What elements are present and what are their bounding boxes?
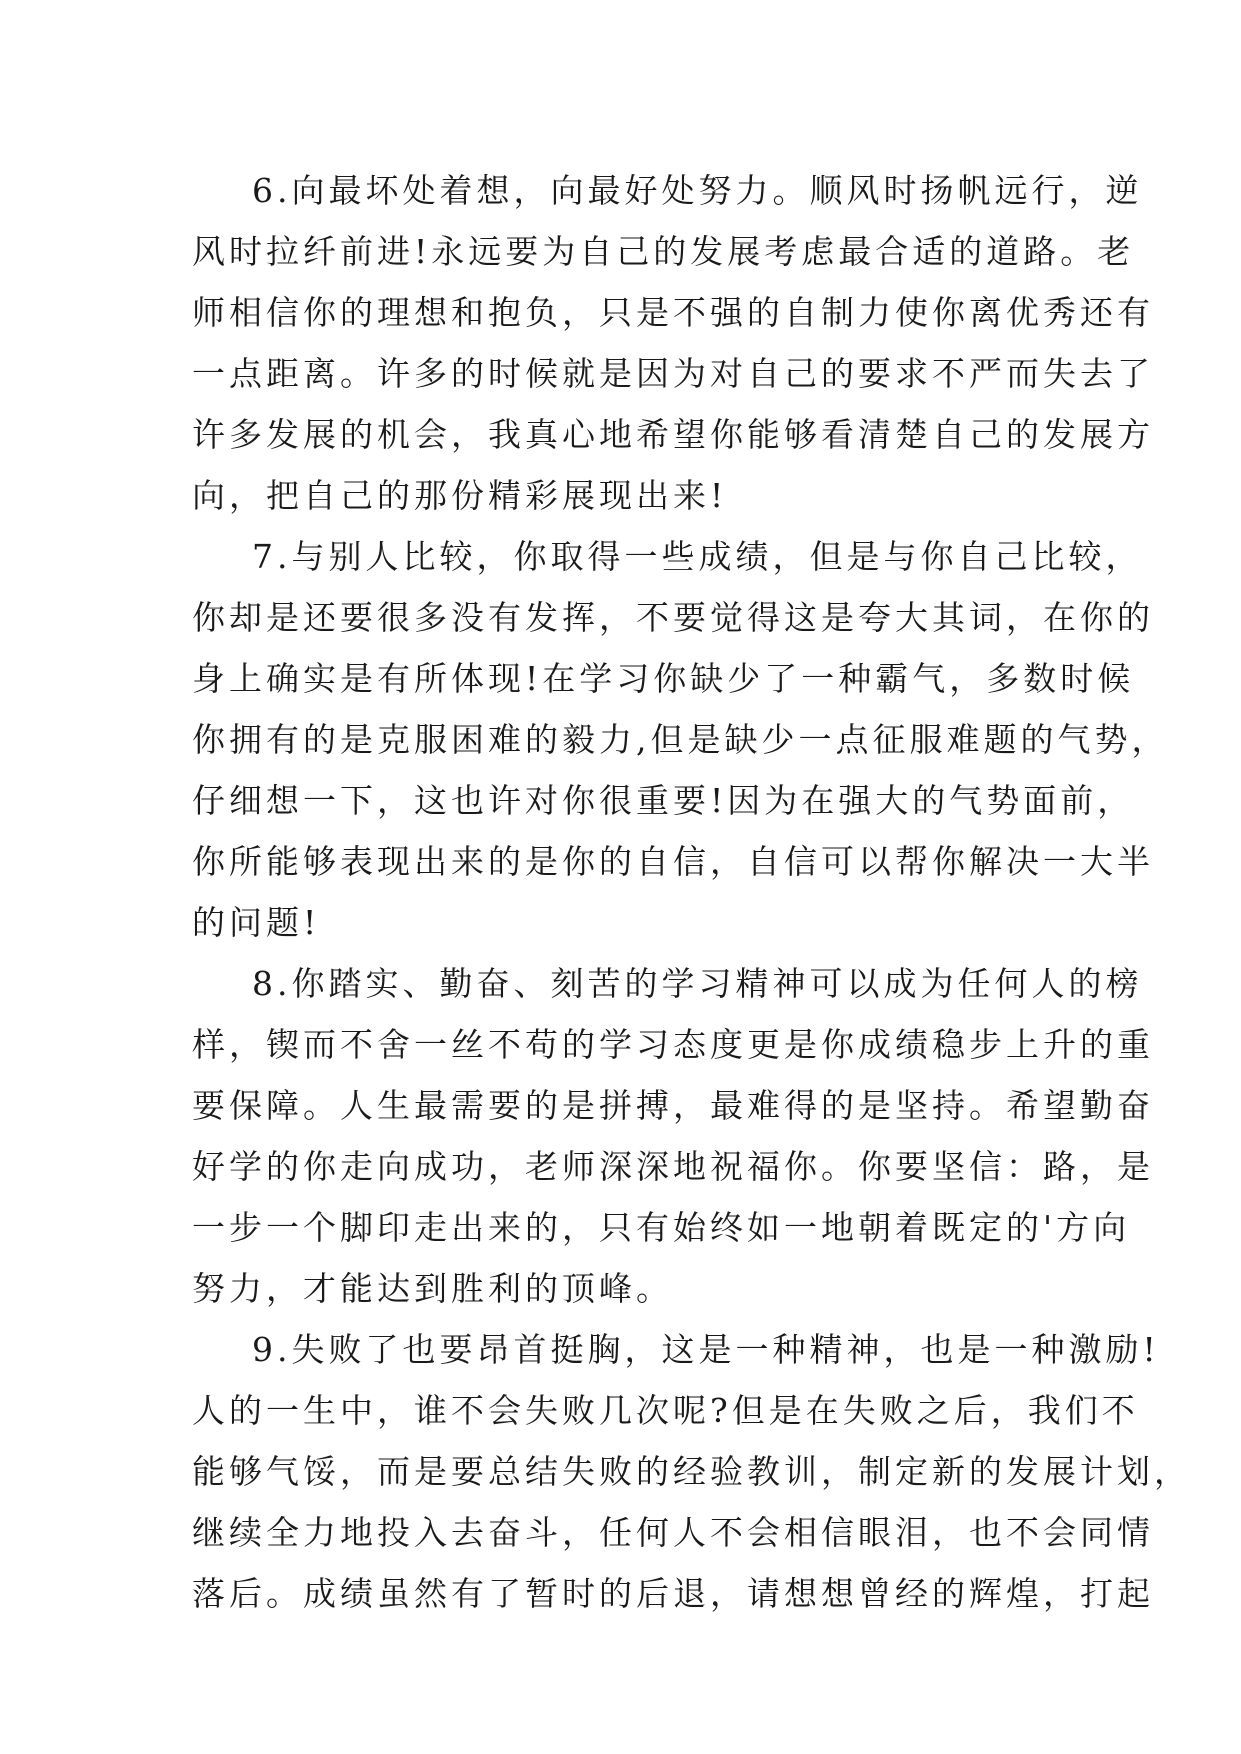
text-line: 师相信你的理想和抱负，只是不强的自制力使你离优秀还有 (192, 293, 1154, 332)
text-line: 一步一个脚印走出来的，只有始终如一地朝着既定的'方向 (192, 1208, 1131, 1247)
text-line: 6.向最坏处着想，向最好处努力。顺风时扬帆远行，逆 (252, 171, 1143, 210)
text-line: 一点距离。许多的时候就是因为对自己的要求不严而失去了 (192, 354, 1154, 393)
text-line: 努力，才能达到胜利的顶峰。 (192, 1269, 673, 1308)
text-line: 落后。成绩虽然有了暂时的后退，请想想曾经的辉煌，打起 (192, 1574, 1154, 1613)
text-line: 你所能够表现出来的是你的自信，自信可以帮你解决一大半 (192, 842, 1154, 881)
text-line: 继续全力地投入去奋斗，任何人不会相信眼泪，也不会同情 (192, 1513, 1154, 1552)
text-line: 9.失败了也要昂首挺胸，这是一种精神，也是一种激励! (252, 1330, 1160, 1369)
text-line: 8.你踏实、勤奋、刻苦的学习精神可以成为任何人的榜 (252, 964, 1143, 1003)
document-body (192, 160, 1191, 1624)
text-line: 能够气馁，而是要总结失败的经验教训，制定新的发展计划， (192, 1452, 1191, 1491)
text-line: 仔细想一下，这也许对你很重要!因为在强大的气势面前， (192, 781, 1135, 820)
text-line: 好学的你走向成功，老师深深地祝福你。你要坚信：路，是 (192, 1147, 1154, 1186)
text-line: 你却是还要很多没有发挥，不要觉得这是夸大其词，在你的 (192, 598, 1154, 637)
text-line: 你拥有的是克服困难的毅力,但是缺少一点征服难题的气势， (192, 720, 1169, 759)
text-line: 人的一生中，谁不会失败几次呢?但是在失败之后，我们不 (192, 1391, 1139, 1430)
text-line: 要保障。人生最需要的是拼搏，最难得的是坚持。希望勤奋 (192, 1086, 1154, 1125)
text-line: 许多发展的机会，我真心地希望你能够看清楚自己的发展方 (192, 415, 1154, 454)
text-line: 样，锲而不舍一丝不苟的学习态度更是你成绩稳步上升的重 (192, 1025, 1154, 1064)
text-line: 身上确实是有所体现!在学习你缺少了一种霸气，多数时候 (192, 659, 1135, 698)
text-line: 向，把自己的那份精彩展现出来! (192, 476, 728, 515)
paragraph-9 (192, 1319, 1191, 1624)
text-line: 7.与别人比较，你取得一些成绩，但是与你自己比较， (252, 537, 1143, 576)
text-line: 风时拉纤前进!永远要为自己的发展考虑最合适的道路。老 (192, 232, 1135, 271)
paragraph-7 (192, 526, 1169, 953)
paragraph-8 (192, 953, 1154, 1319)
text-line: 的问题! (192, 903, 321, 942)
paragraph-6 (192, 160, 1154, 526)
